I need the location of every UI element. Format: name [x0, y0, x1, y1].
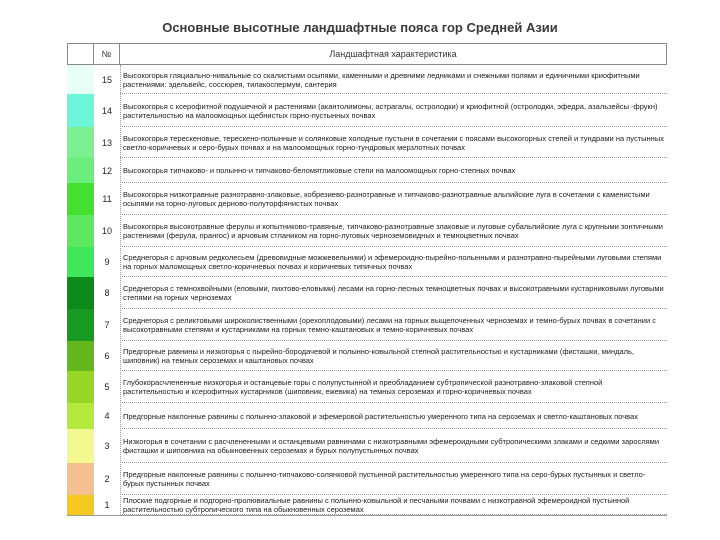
belt-number: 10 [101, 226, 112, 236]
belt-description-text: Предгорные наклонные равнины с полынно-злаковой и эфемеровой растительностью умеренного типа на сероземах и светло-каштановых почвах [123, 411, 638, 421]
table-row [67, 371, 667, 403]
belt-description-text: Среднегорья с арчовым редколесьем (древовидные можжевельники) и эфемероидно-пырейно-полынными и разнотравно-пырейными луговыми степями на горных маломощных светло-коричневых почвах и коричневых типичных почвах [123, 253, 662, 271]
belt-description-text: Высокогорья типчаково- и полынно-и типчаково-беломятликовые степи на малоомощных горно-степных почвах [123, 166, 516, 175]
table-row [67, 94, 667, 127]
belt-description-text: Высокогорья гляциально-нивальные со скалистыми осыпями, каменными и древними ледниками и снежными полями и единичными криофитными растениями: эдельвейс, соссюрея, тилакоспермум, сантерия [123, 70, 640, 89]
table-row [67, 183, 667, 215]
table-row [67, 158, 667, 183]
belt-description-text: Плоские подгорные и подгорно-пролювиальные равнины с полынно-ковыльной и песчаными почвами с низкотравной эфемероидной пустынной растительностью субтропического типа на обыкновенных сероземах [123, 496, 630, 514]
belt-description [120, 65, 667, 94]
table-row [67, 429, 667, 463]
belt-description-text: Глубокорасчлененные низкогорья и останцевые горы с полупустынной и преобладанием субтропической разнотравно-злаковой степной растительностью и ксерофитных кустарников (шиповник, ежевика) на темных сероземах и горно-коричневых почвах [123, 378, 603, 396]
belt-color-swatch [67, 309, 94, 341]
table-row [67, 277, 667, 309]
table-row [67, 65, 667, 94]
belt-color-swatch [67, 127, 94, 158]
belt-number: 3 [104, 441, 110, 451]
table-row [67, 215, 667, 247]
belt-description-text: Высокогорья терескеновые, терескено-полынные и солянковые холодные пустыни в сочетании с поясами высокогорных степей и тундрами на пустынных светло-коричневых и серо-бурых почвах и на малоомощных горно-тундровых мерзлотных почвах [123, 133, 664, 152]
belt-color-swatch [67, 495, 94, 515]
belt-description [120, 495, 667, 515]
belt-description [120, 94, 667, 127]
column-divider [120, 65, 121, 515]
belt-color-swatch [67, 65, 94, 94]
belt-color-swatch [67, 277, 94, 309]
belt-number: 8 [104, 288, 110, 298]
belt-description-text: Среднегорья с реликтовыми широколиственными (орехоплодовыми) лесами на горных выщелоченных черноземах и темно-бурых почвах в сочетании с высокотравными степями и кустарниками на горных темно-каштановых и темно-коричневых почвах [123, 316, 656, 334]
table-row [67, 309, 667, 341]
belt-color-swatch [67, 403, 94, 429]
belt-color-swatch [67, 463, 94, 495]
table-row [67, 247, 667, 277]
belt-color-swatch [67, 215, 94, 247]
belt-description [120, 403, 667, 429]
belt-number: 13 [101, 137, 112, 148]
table-header [67, 43, 667, 65]
belt-number: 1 [104, 500, 110, 510]
belt-description [120, 429, 667, 463]
belt-description-text: Высокогорья низкотравные разнотравно-злаковые, кобрезиево-разнотравные и типчаково-разнотравные альпийские луга в сочетании с каменистыми осыпями на горно-луговых дерново-полуторфянистых почвах [123, 190, 650, 208]
belt-description [120, 183, 667, 215]
belt-number: 11 [102, 194, 112, 204]
belt-color-swatch [67, 341, 94, 371]
table-row [67, 127, 667, 158]
belt-description [120, 277, 667, 309]
belt-description [120, 371, 667, 403]
belt-color-swatch [67, 371, 94, 403]
page-title: Основные высотные ландшафтные пояса гор Средней Азии [162, 20, 558, 35]
belt-number: 5 [104, 382, 110, 392]
belt-number: 12 [101, 165, 112, 176]
belt-number: 7 [104, 320, 110, 330]
belt-color-swatch [67, 429, 94, 463]
landscape-belts-table [67, 43, 667, 514]
belt-color-swatch [67, 183, 94, 215]
belt-description [120, 309, 667, 341]
belt-color-swatch [67, 94, 94, 127]
belt-description [120, 341, 667, 371]
belt-number: 4 [104, 411, 110, 421]
table-row [67, 463, 667, 495]
table-row [67, 341, 667, 371]
belt-description-text: Предгорные наклонные равнины с полынно-типчаково-солянковой пустынной растительностью умеренного типа на серо-бурых пустынных и светло-бурых пустынных почвах [123, 470, 646, 488]
belt-number: 15 [101, 74, 112, 85]
belt-description [120, 247, 667, 277]
belt-color-swatch [67, 158, 94, 183]
belt-description-text: Низкогорья в сочетании с расчлененными и останцевыми равнинами с низкотравными эфемероидными субтропическими злаками и седкими зарослями фисташки и шиповника на обыкновенных сероземах и бурых полупустынных почвах [123, 437, 660, 455]
belt-number: 6 [104, 351, 110, 361]
table-bottom-border [67, 515, 667, 516]
header-number: № [94, 43, 120, 65]
belt-description-text: Высокогорья высокотравные ферулы и копытниково-травяные, типчаково-разнотравные злаковые и луговые субальпийские луга с крупными зонтичными растениями (ферула, прангос) и арчовым стлаником на горно-луговых черноземовидных и темноцветных почвах [123, 222, 663, 240]
belt-description-text: Высокогорья с ксерофитной подушечной и растениями (акантолимоны, астрагалы, остролодки) и криофитной (остролодки, эфедра, азальзейсы -фрукн) растительностью на малоомощных щебнистых горно-пустынных почвах [123, 101, 658, 120]
table-row [67, 495, 667, 515]
belt-description [120, 158, 667, 183]
belt-number: 14 [101, 105, 112, 116]
belt-description [120, 463, 667, 495]
belt-number: 2 [104, 474, 110, 484]
belt-number: 9 [104, 257, 110, 267]
belt-description-text: Предгорные равнины и низкогорья с пырейно-бородачевой и полынно-ковыльной степной растительностью и кустарниками (фисташки, миндаль, шиповник) на темных сероземах и каштановых почвах [123, 347, 635, 365]
header-color-cell [67, 43, 94, 65]
table-row [67, 403, 667, 429]
belt-color-swatch [67, 247, 94, 277]
header-description: Ландшафтная характеристика [120, 43, 667, 65]
belt-description-text: Среднегорья с темнохвойными (еловыми, пихтово-еловыми) лесами на горно-лесных темноцветных почвах и высокотравными кустарниковыми луговыми степями на горных черноземах [123, 284, 664, 302]
belt-description [120, 127, 667, 158]
belt-description [120, 215, 667, 247]
